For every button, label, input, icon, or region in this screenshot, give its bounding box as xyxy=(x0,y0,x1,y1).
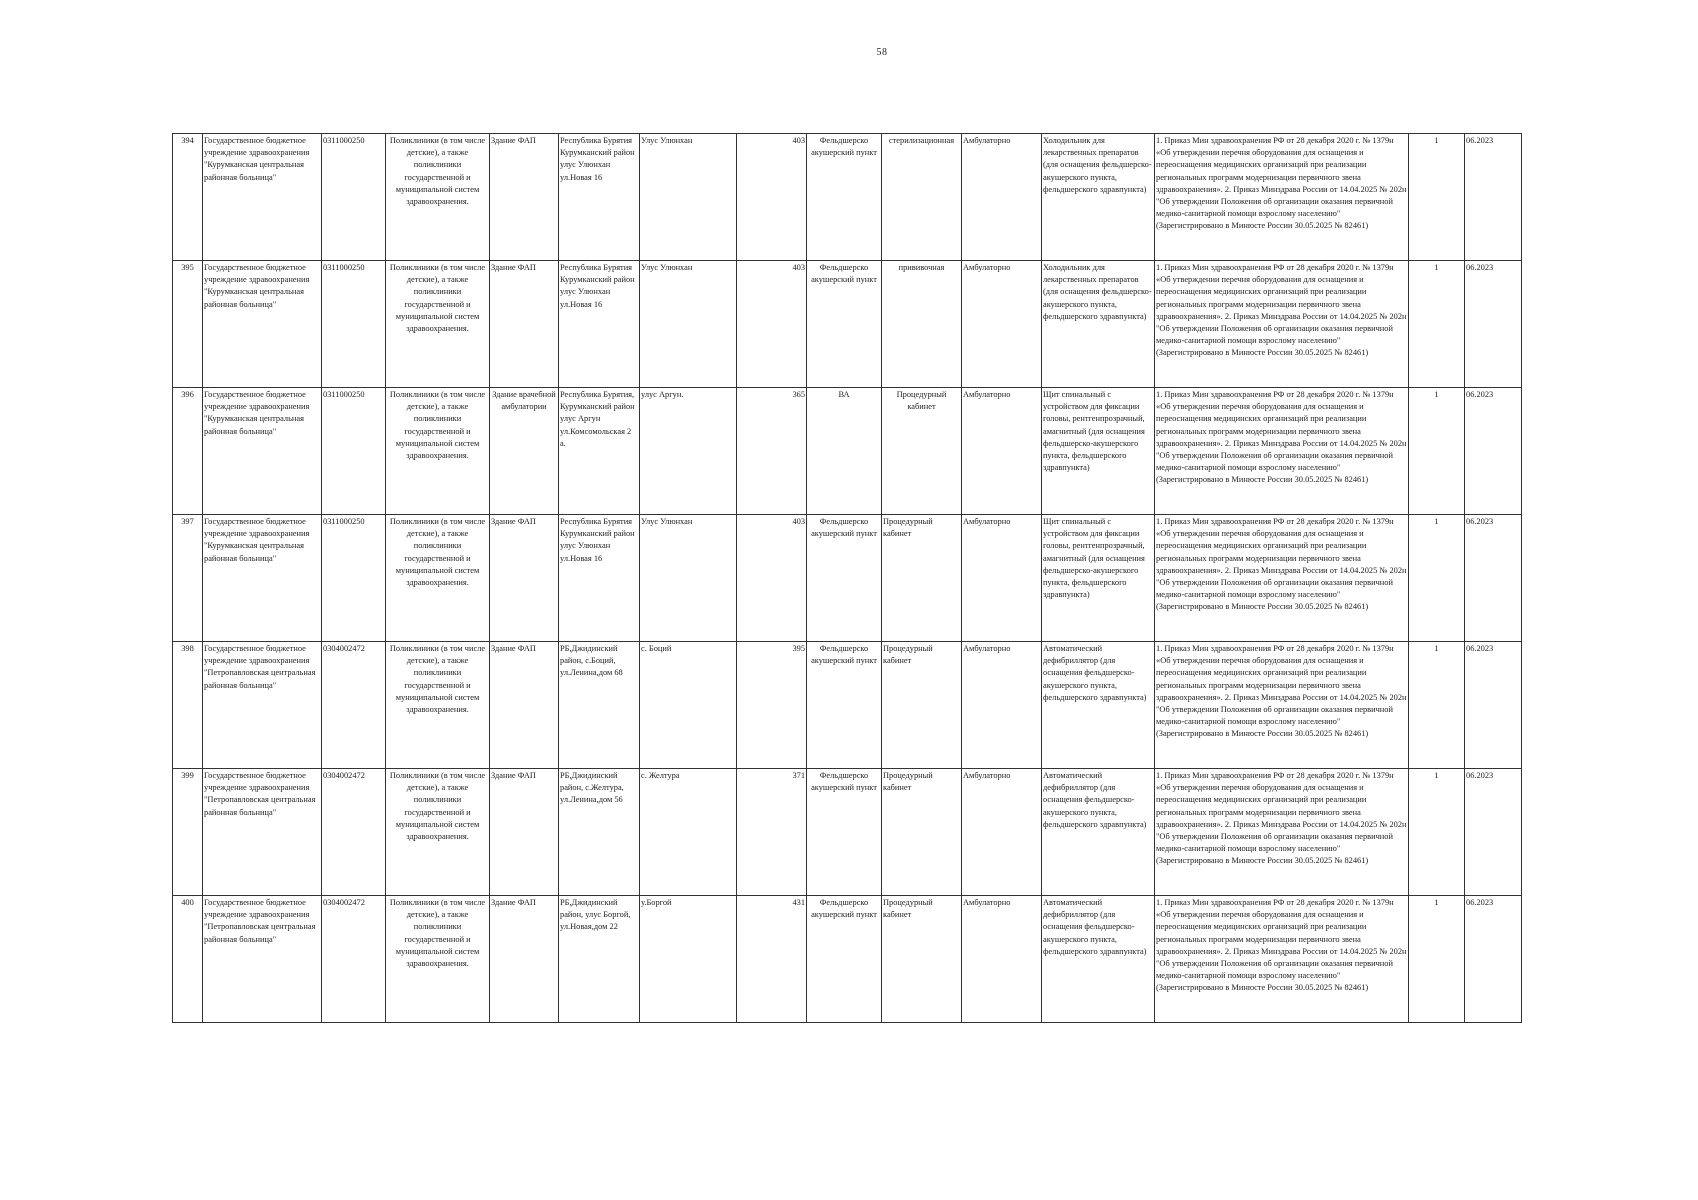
row-number-cell: 399 xyxy=(173,769,203,896)
legal-basis-cell: 1. Приказ Мин здравоохранения РФ от 28 декабря 2020 г. № 1379н «Об утверждении перечня оборудования для оснащения и переоснащения медицинских организаций при реализации региональных программ модернизации первичного звена здравоохранения». 2. Приказ Минздрава России от 14.04.2025 № 202н "Об утверждении Положения об организации оказания первичной медико-санитарной помощи взрослому населению" (Зарегистрировано в Минюсте России 30.05.2025 № 82461) xyxy=(1155,896,1409,1023)
room-cell: прививочная xyxy=(882,261,962,388)
address-cell: Республика Бурятия Курумканский район улус Улюнхан ул.Новая 16 xyxy=(559,261,640,388)
address-cell: РБ,Джидинский район, улус Боргой, ул.Новая,дом 22 xyxy=(559,896,640,1023)
legal-basis-cell: 1. Приказ Мин здравоохранения РФ от 28 декабря 2020 г. № 1379н «Об утверждении перечня оборудования для оснащения и переоснащения медицинских организаций при реализации региональных программ модернизации первичного звена здравоохранения». 2. Приказ Минздрава России от 14.04.2025 № 202н "Об утверждении Положения об организации оказания первичной медико-санитарной помощи взрослому населению" (Зарегистрировано в Минюсте России 30.05.2025 № 82461) xyxy=(1155,642,1409,769)
table-row xyxy=(173,642,1522,769)
building-cell: Здание ФАП xyxy=(490,769,559,896)
quantity-cell: 1 xyxy=(1409,134,1465,261)
date-cell: 06.2023 xyxy=(1465,896,1522,1023)
unit-cell: Фельдшерско акушерский пункт xyxy=(807,134,882,261)
building-cell: Здание ФАП xyxy=(490,134,559,261)
population-cell: 403 xyxy=(737,261,807,388)
table-row xyxy=(173,515,1522,642)
organization-cell: Государственное бюджетное учреждение здравоохранения "Курумканская центральная районная больница" xyxy=(203,261,322,388)
inn-cell: 0311000250 xyxy=(322,388,386,515)
quantity-cell: 1 xyxy=(1409,896,1465,1023)
building-cell: Здание ФАП xyxy=(490,896,559,1023)
legal-basis-cell: 1. Приказ Мин здравоохранения РФ от 28 декабря 2020 г. № 1379н «Об утверждении перечня оборудования для оснащения и переоснащения медицинских организаций при реализации региональных программ модернизации первичного звена здравоохранения». 2. Приказ Минздрава России от 14.04.2025 № 202н "Об утверждении Положения об организации оказания первичной медико-санитарной помощи взрослому населению" (Зарегистрировано в Минюсте России 30.05.2025 № 82461) xyxy=(1155,388,1409,515)
facility-type-cell: Поликлиники (в том числе детские), а также поликлиники государственной и муниципальной систем здравоохранения. xyxy=(386,896,490,1023)
care-form-cell: Амбулаторно xyxy=(962,515,1042,642)
unit-cell: ВА xyxy=(807,388,882,515)
row-number-cell: 400 xyxy=(173,896,203,1023)
population-cell: 431 xyxy=(737,896,807,1023)
unit-cell: Фельдшерско акушерский пункт xyxy=(807,642,882,769)
quantity-cell: 1 xyxy=(1409,642,1465,769)
row-number-cell: 396 xyxy=(173,388,203,515)
date-cell: 06.2023 xyxy=(1465,769,1522,896)
unit-cell: Фельдшерско акушерский пункт xyxy=(807,261,882,388)
settlement-cell: Улус Улюнхан xyxy=(640,134,737,261)
population-cell: 403 xyxy=(737,515,807,642)
care-form-cell: Амбулаторно xyxy=(962,388,1042,515)
inn-cell: 0311000250 xyxy=(322,134,386,261)
facility-type-cell: Поликлиники (в том числе детские), а также поликлиники государственной и муниципальной систем здравоохранения. xyxy=(386,134,490,261)
equipment-cell: Автоматический дефибриллятор (для оснащения фельдшерско-акушерского пункта, фельдшерского здравпункта) xyxy=(1042,896,1155,1023)
organization-cell: Государственное бюджетное учреждение здравоохранения "Курумканская центральная районная больница" xyxy=(203,515,322,642)
date-cell: 06.2023 xyxy=(1465,134,1522,261)
settlement-cell: Улус Улюнхан xyxy=(640,261,737,388)
room-cell: Процедурный кабинет xyxy=(882,769,962,896)
inn-cell: 0304002472 xyxy=(322,769,386,896)
table-row xyxy=(173,388,1522,515)
address-cell: Республика Бурятия, Курумканский район улус Аргун ул.Комсомольская 2 а. xyxy=(559,388,640,515)
table-row xyxy=(173,896,1522,1023)
unit-cell: Фельдшерско акушерский пункт xyxy=(807,769,882,896)
legal-basis-cell: 1. Приказ Мин здравоохранения РФ от 28 декабря 2020 г. № 1379н «Об утверждении перечня оборудования для оснащения и переоснащения медицинских организаций при реализации региональных программ модернизации первичного звена здравоохранения». 2. Приказ Минздрава России от 14.04.2025 № 202н "Об утверждении Положения об организации оказания первичной медико-санитарной помощи взрослому населению" (Зарегистрировано в Минюсте России 30.05.2025 № 82461) xyxy=(1155,769,1409,896)
settlement-cell: Улус Улюнхан xyxy=(640,515,737,642)
equipment-cell: Автоматический дефибриллятор (для оснащения фельдшерско-акушерского пункта, фельдшерского здравпункта) xyxy=(1042,769,1155,896)
page-number: 58 xyxy=(876,47,888,58)
quantity-cell: 1 xyxy=(1409,388,1465,515)
facility-type-cell: Поликлиники (в том числе детские), а также поликлиники государственной и муниципальной систем здравоохранения. xyxy=(386,769,490,896)
organization-cell: Государственное бюджетное учреждение здравоохранения "Петропавловская центральная районная больница" xyxy=(203,896,322,1023)
settlement-cell: с. Желтура xyxy=(640,769,737,896)
row-number-cell: 394 xyxy=(173,134,203,261)
unit-cell: Фельдшерско акушерский пункт xyxy=(807,515,882,642)
inn-cell: 0304002472 xyxy=(322,896,386,1023)
care-form-cell: Амбулаторно xyxy=(962,134,1042,261)
room-cell: Процедурный кабинет xyxy=(882,388,962,515)
date-cell: 06.2023 xyxy=(1465,515,1522,642)
row-number-cell: 397 xyxy=(173,515,203,642)
facility-type-cell: Поликлиники (в том числе детские), а также поликлиники государственной и муниципальной систем здравоохранения. xyxy=(386,642,490,769)
date-cell: 06.2023 xyxy=(1465,642,1522,769)
population-cell: 403 xyxy=(737,134,807,261)
unit-cell: Фельдшерско акушерский пункт xyxy=(807,896,882,1023)
organization-cell: Государственное бюджетное учреждение здравоохранения "Курумканская центральная районная больница" xyxy=(203,134,322,261)
table-row xyxy=(173,261,1522,388)
building-cell: Здание врачебной амбулатории xyxy=(490,388,559,515)
organization-cell: Государственное бюджетное учреждение здравоохранения "Курумканская центральная районная больница" xyxy=(203,388,322,515)
facility-type-cell: Поликлиники (в том числе детские), а также поликлиники государственной и муниципальной систем здравоохранения. xyxy=(386,388,490,515)
date-cell: 06.2023 xyxy=(1465,388,1522,515)
row-number-cell: 398 xyxy=(173,642,203,769)
address-cell: Республика Бурятия Курумканский район улус Улюнхан ул.Новая 16 xyxy=(559,515,640,642)
facility-type-cell: Поликлиники (в том числе детские), а также поликлиники государственной и муниципальной систем здравоохранения. xyxy=(386,261,490,388)
address-cell: Республика Бурятия Курумканский район улус Улюнхан ул.Новая 16 xyxy=(559,134,640,261)
population-cell: 365 xyxy=(737,388,807,515)
address-cell: РБ,Джидинский район, с.Боций, ул.Ленина,дом 68 xyxy=(559,642,640,769)
population-cell: 371 xyxy=(737,769,807,896)
room-cell: Процедурный кабинет xyxy=(882,896,962,1023)
equipment-cell: Автоматический дефибриллятор (для оснащения фельдшерско-акушерского пункта, фельдшерского здравпункта) xyxy=(1042,642,1155,769)
settlement-cell: с. Боций xyxy=(640,642,737,769)
table-row xyxy=(173,769,1522,896)
population-cell: 395 xyxy=(737,642,807,769)
room-cell: стерилизационная xyxy=(882,134,962,261)
settlement-cell: улус Аргун. xyxy=(640,388,737,515)
legal-basis-cell: 1. Приказ Мин здравоохранения РФ от 28 декабря 2020 г. № 1379н «Об утверждении перечня оборудования для оснащения и переоснащения медицинских организаций при реализации региональных программ модернизации первичного звена здравоохранения». 2. Приказ Минздрава России от 14.04.2025 № 202н "Об утверждении Положения об организации оказания первичной медико-санитарной помощи взрослому населению" (Зарегистрировано в Минюсте России 30.05.2025 № 82461) xyxy=(1155,515,1409,642)
care-form-cell: Амбулаторно xyxy=(962,769,1042,896)
care-form-cell: Амбулаторно xyxy=(962,896,1042,1023)
equipment-cell: Щит спинальный с устройством для фиксации головы, рентгенпрозрачный, амагнитный (для оснащения фельдшерско-акушерского пункта, фельдшерского здравпункта) xyxy=(1042,515,1155,642)
inn-cell: 0311000250 xyxy=(322,515,386,642)
organization-cell: Государственное бюджетное учреждение здравоохранения "Петропавловская центральная районная больница" xyxy=(203,769,322,896)
equipment-cell: Щит спинальный с устройством для фиксации головы, рентгенпрозрачный, амагнитный (для оснащения фельдшерско-акушерского пункта, фельдшерского здравпункта) xyxy=(1042,388,1155,515)
legal-basis-cell: 1. Приказ Мин здравоохранения РФ от 28 декабря 2020 г. № 1379н «Об утверждении перечня оборудования для оснащения и переоснащения медицинских организаций при реализации региональных программ модернизации первичного звена здравоохранения». 2. Приказ Минздрава России от 14.04.2025 № 202н "Об утверждении Положения об организации оказания первичной медико-санитарной помощи взрослому населению" (Зарегистрировано в Минюсте России 30.05.2025 № 82461) xyxy=(1155,134,1409,261)
inn-cell: 0311000250 xyxy=(322,261,386,388)
building-cell: Здание ФАП xyxy=(490,642,559,769)
equipment-cell: Холодильник для лекарственных препаратов (для оснащения фельдшерско-акушерского пункта, фельдшерского здравпункта) xyxy=(1042,134,1155,261)
room-cell: Процедурный кабинет xyxy=(882,642,962,769)
care-form-cell: Амбулаторно xyxy=(962,642,1042,769)
settlement-cell: у.Боргой xyxy=(640,896,737,1023)
equipment-registry-table xyxy=(172,133,1522,1023)
building-cell: Здание ФАП xyxy=(490,261,559,388)
quantity-cell: 1 xyxy=(1409,515,1465,642)
inn-cell: 0304002472 xyxy=(322,642,386,769)
facility-type-cell: Поликлиники (в том числе детские), а также поликлиники государственной и муниципальной систем здравоохранения. xyxy=(386,515,490,642)
equipment-cell: Холодильник для лекарственных препаратов (для оснащения фельдшерско-акушерского пункта, фельдшерского здравпункта) xyxy=(1042,261,1155,388)
room-cell: Процедурный кабинет xyxy=(882,515,962,642)
care-form-cell: Амбулаторно xyxy=(962,261,1042,388)
date-cell: 06.2023 xyxy=(1465,261,1522,388)
building-cell: Здание ФАП xyxy=(490,515,559,642)
row-number-cell: 395 xyxy=(173,261,203,388)
table-row xyxy=(173,134,1522,261)
legal-basis-cell: 1. Приказ Мин здравоохранения РФ от 28 декабря 2020 г. № 1379н «Об утверждении перечня оборудования для оснащения и переоснащения медицинских организаций при реализации региональных программ модернизации первичного звена здравоохранения». 2. Приказ Минздрава России от 14.04.2025 № 202н "Об утверждении Положения об организации оказания первичной медико-санитарной помощи взрослому населению" (Зарегистрировано в Минюсте России 30.05.2025 № 82461) xyxy=(1155,261,1409,388)
address-cell: РБ,Джидинский район, с.Желтура, ул.Ленина,дом 56 xyxy=(559,769,640,896)
quantity-cell: 1 xyxy=(1409,769,1465,896)
organization-cell: Государственное бюджетное учреждение здравоохранения "Петропавловская центральная районная больница" xyxy=(203,642,322,769)
quantity-cell: 1 xyxy=(1409,261,1465,388)
